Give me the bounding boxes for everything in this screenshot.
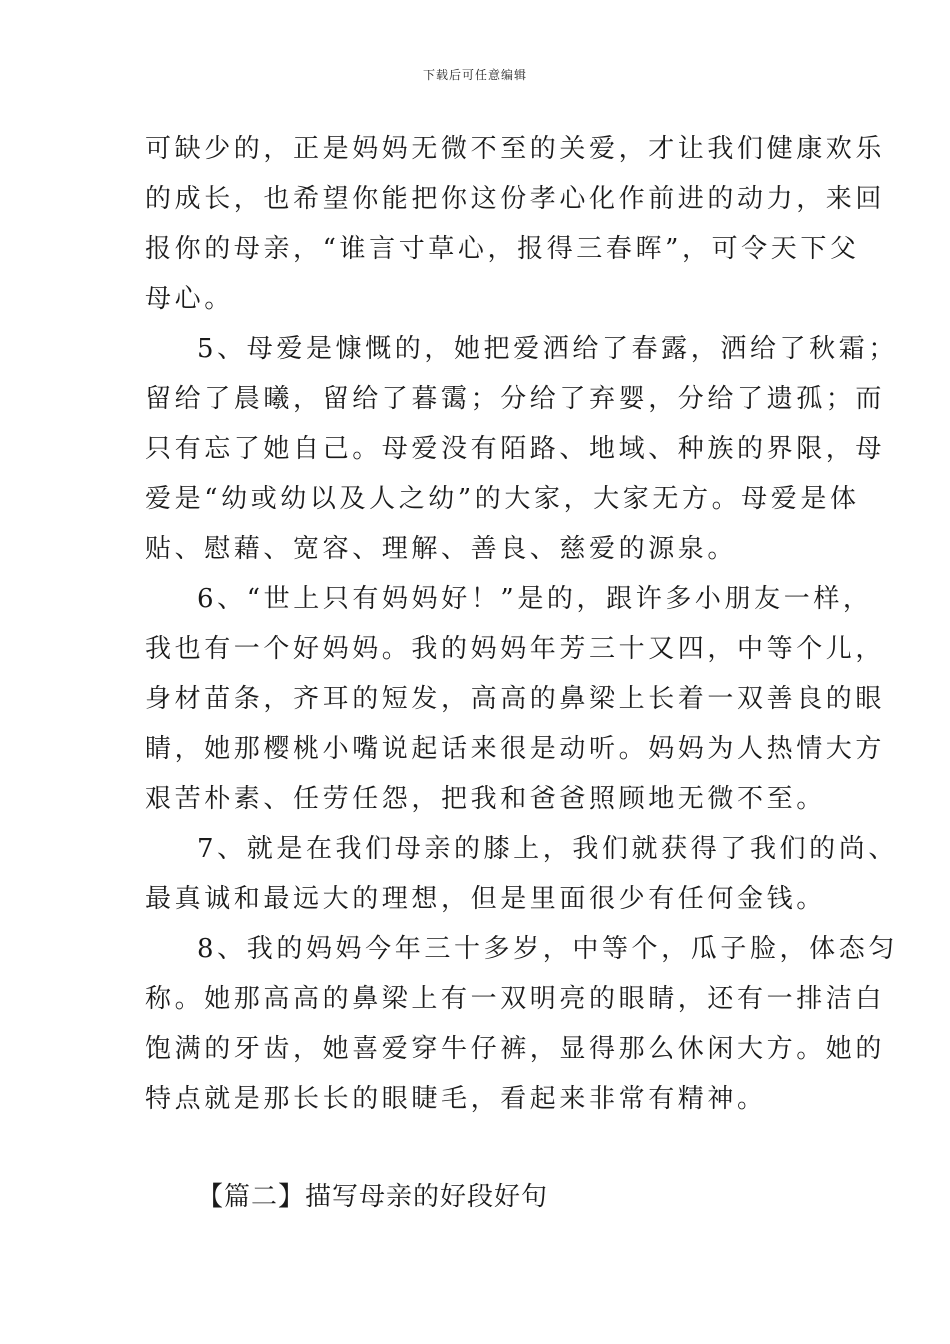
text-line: 贴、慰藉、宽容、理解、善良、慈爱的源泉。 bbox=[145, 534, 738, 564]
text-line: 饱满的牙齿，她喜爱穿牛仔裤，显得那么休闲大方。她的 bbox=[145, 1034, 886, 1064]
text-line: 最真诚和最远大的理想，但是里面很少有任何金钱。 bbox=[145, 884, 826, 914]
paragraph-item-8 bbox=[145, 924, 898, 1124]
text-line: 可缺少的，正是妈妈无微不至的关爱，才让我们健康欢乐 bbox=[145, 134, 886, 164]
text-line: 特点就是那长长的眼睫毛，看起来非常有精神。 bbox=[145, 1084, 767, 1114]
text-line: 睛，她那樱桃小嘴说起话来很是动听。妈妈为人热情大方 bbox=[145, 734, 886, 764]
text-line: 母心。 bbox=[145, 284, 234, 314]
page-header-note: 下载后可任意编辑 bbox=[422, 68, 527, 82]
text-line: 留给了晨曦，留给了暮霭；分给了弃婴，分给了遗孤；而 bbox=[145, 384, 886, 414]
text-line: 身材苗条，齐耳的短发，高高的鼻梁上长着一双善良的眼 bbox=[145, 684, 886, 714]
text-line: 6、“世上只有妈妈好！”是的，跟许多小朋友一样， bbox=[197, 584, 873, 614]
text-line: 8、我的妈妈今年三十多岁，中等个，瓜子脸，体态匀 bbox=[197, 934, 898, 964]
document-body bbox=[145, 124, 898, 1124]
text-line: 只有忘了她自己。母爱没有陌路、地域、种族的界限，母 bbox=[145, 434, 886, 464]
paragraph-continuation bbox=[145, 124, 886, 324]
text-line: 5、母爱是慷慨的，她把爱洒给了春露，洒给了秋霜； bbox=[197, 334, 898, 364]
text-line: 称。她那高高的鼻梁上有一双明亮的眼睛，还有一排洁白 bbox=[145, 984, 886, 1014]
text-line: 艰苦朴素、任劳任怨，把我和爸爸照顾地无微不至。 bbox=[145, 784, 826, 814]
paragraph-item-5 bbox=[145, 324, 898, 574]
text-line: 我也有一个好妈妈。我的妈妈年芳三十又四，中等个儿， bbox=[145, 634, 886, 664]
section-heading: 【篇二】描写母亲的好段好句 bbox=[197, 1182, 549, 1212]
text-line: 7、就是在我们母亲的膝上，我们就获得了我们的尚、 bbox=[197, 834, 898, 864]
paragraph-item-6 bbox=[145, 574, 886, 824]
text-line: 报你的母亲，“谁言寸草心，报得三春晖”，可令天下父 bbox=[145, 234, 860, 264]
text-line: 的成长，也希望你能把你这份孝心化作前进的动力，来回 bbox=[145, 184, 886, 214]
paragraph-item-7 bbox=[145, 824, 898, 924]
text-line: 爱是“幼或幼以及人之幼”的大家，大家无方。母爱是体 bbox=[145, 484, 860, 514]
